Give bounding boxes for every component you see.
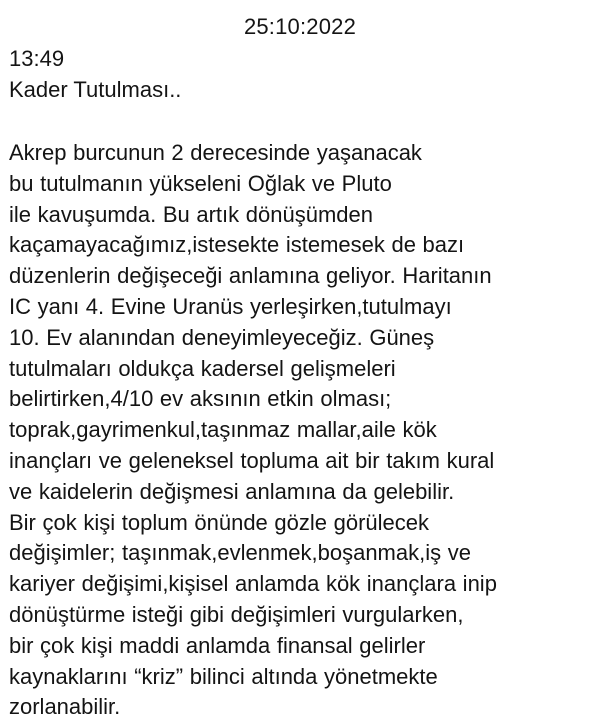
body-line: ve kaidelerin değişmesi anlamına da gelebilir. [9, 478, 455, 504]
note-date: 25:10:2022 [243, 14, 357, 39]
body-line: 10. Ev alanından deneyimleyeceğiz. Güneş [9, 324, 435, 350]
body-line: kaçamayacağımız,istesekte istemesek de bazı [9, 232, 465, 258]
body-line: Bir çok kişi toplum önünde gözle görülecek [9, 509, 430, 535]
body-line: düzenlerin değişeceği anlamına geliyor. Haritanın [9, 263, 492, 289]
body-line: dönüştürme isteği gibi değişimleri vurgularken, [9, 601, 464, 627]
body-line: belirtirken,4/10 ev aksının etkin olması; [9, 386, 392, 412]
body-line: Akrep burcunun 2 derecesinde yaşanacak [9, 140, 422, 165]
body-line: bu tutulmanın yükseleni Oğlak ve Pluto [9, 170, 392, 196]
body-line: IC yanı 4. Evine Uranüs yerleşirken,tutulmayı [9, 293, 452, 319]
body-line: inançları ve geleneksel topluma ait bir takım kural [9, 447, 495, 473]
body-line: değişimler; taşınmak,evlenmek,boşanmak,iş ve [9, 540, 471, 566]
body-line: ile kavuşumda. Bu artık dönüşümden [9, 201, 373, 227]
note-title: Kader Tutulması.. [9, 77, 182, 102]
note-time: 13:49 [9, 46, 65, 71]
body-line: bir çok kişi maddi anlamda finansal gelirler [9, 632, 426, 658]
body-line: zorlanabilir. [9, 694, 121, 720]
body-line: tutulmaları oldukça kadersel gelişmeleri [9, 355, 396, 381]
body-line: kaynaklarını “kriz” bilinci altında yönetmekte [9, 663, 438, 689]
body-line: toprak,gayrimenkul,taşınmaz mallar,aile kök [9, 417, 437, 443]
note-body [9, 138, 594, 723]
body-line: kariyer değişimi,kişisel anlamda kök inançlara inip [9, 571, 497, 597]
